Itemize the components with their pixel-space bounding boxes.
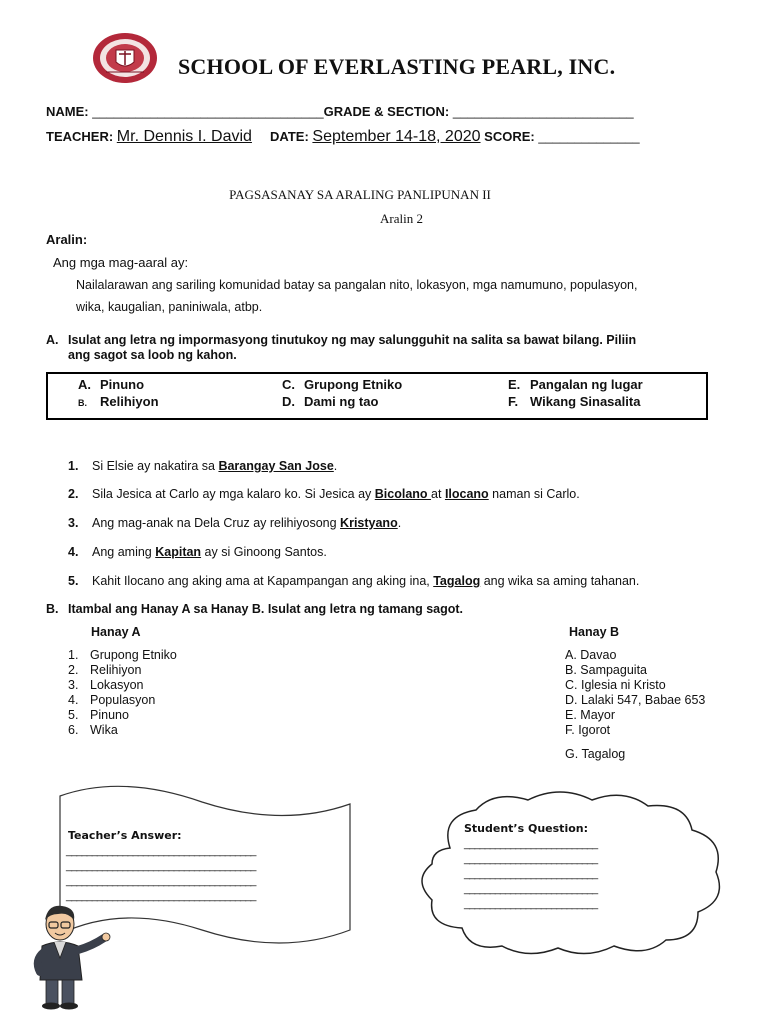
list-item: D. Lalaki 547, Babae 653 (565, 693, 706, 707)
date-label: DATE: (270, 129, 309, 144)
student-question-line[interactable]: __________________________ (464, 898, 598, 910)
list-item: B. Sampaguita (565, 663, 647, 677)
hanay-b-last-item: G. Tagalog (565, 747, 626, 761)
grade-label: GRADE & SECTION: (323, 104, 450, 119)
list-item: 4. Populasyon (68, 693, 156, 707)
student-question-line[interactable]: __________________________ (464, 883, 598, 895)
score-label: SCORE: (484, 129, 535, 144)
list-item: F. Igorot (565, 723, 611, 737)
aralin-objective-line1: Nailalarawan ang sariling komunidad batay sa pangalan nito, lokasyon, mga namumuno, populasyon, (76, 278, 638, 292)
teacher-answer-line[interactable]: _____________________________________ (66, 890, 256, 902)
part-a-letter: A. (46, 333, 59, 347)
list-item: 5. Pinuno (68, 708, 129, 722)
question-3: 3. Ang mag-anak na Dela Cruz ay relihiyosong Kristyano. (68, 516, 402, 530)
choice-f: F. Wikang Sinasalita (508, 394, 641, 409)
teacher-answer-title: Teacher’s Answer: (68, 829, 182, 842)
list-item: E. Mayor (565, 708, 616, 722)
grade-blank[interactable]: _________________________ (452, 104, 634, 119)
teacher-avatar-icon (30, 902, 112, 1010)
name-grade-row (46, 104, 634, 119)
teacher-date-row (46, 128, 640, 146)
teacher-answer-line[interactable]: _____________________________________ (66, 875, 256, 887)
aralin-heading: Aralin: (46, 232, 88, 247)
student-question-line[interactable]: __________________________ (464, 853, 598, 865)
part-b-instruction: Itambal ang Hanay A sa Hanay B. Isulat ang letra ng tamang sagot. (68, 602, 464, 616)
list-item: 6. Wika (68, 723, 118, 737)
question-1: 1. Si Elsie ay nakatira sa Barangay San Jose. (68, 459, 338, 473)
question-2: 2. Sila Jesica at Carlo ay mga kalaro ko. Si Jesica ay Bicolano at Ilocano naman si Carlo. (68, 487, 580, 501)
list-item: C. Iglesia ni Kristo (565, 678, 666, 692)
question-5: 5. Kahit Ilocano ang aking ama at Kapampangan ang aking ina, Tagalog ang wika sa aming tahanan. (68, 574, 640, 588)
teacher-answer-line[interactable]: _____________________________________ (66, 845, 256, 857)
score-blank[interactable]: ______________ (538, 129, 640, 144)
question-4: 4. Ang aming Kapitan ay si Ginoong Santos. (68, 545, 327, 559)
aralin-objective-line2: wika, kaugalian, paniniwala, atbp. (76, 300, 263, 314)
student-question-title: Student’s Question: (464, 822, 588, 835)
teacher-answer-line[interactable]: _____________________________________ (66, 860, 256, 872)
school-name: SCHOOL OF EVERLASTING PEARL, INC. (178, 54, 616, 79)
date-value: September 14-18, 2020 (312, 128, 481, 145)
list-item: 2. Relihiyon (68, 663, 142, 677)
choice-b: B. Relihiyon (78, 394, 159, 409)
name-label: NAME: (46, 104, 89, 119)
teacher-value: Mr. Dennis I. David (116, 128, 252, 145)
student-question-line[interactable]: __________________________ (464, 838, 598, 850)
part-a-instruction-line1: Isulat ang letra ng impormasyong tinutukoy ng may salungguhit na salita sa bawat bilang. Piliin (68, 333, 637, 347)
aralin-intro: Ang mga mag-aaral ay: (53, 255, 189, 270)
lesson-number: Aralin 2 (380, 211, 423, 226)
name-blank[interactable]: ________________________________ (92, 104, 324, 119)
hanay-a-title: Hanay A (91, 625, 141, 639)
list-item: 1. Grupong Etniko (68, 648, 177, 662)
part-a-instruction-line2: ang sagot sa loob ng kahon. (68, 348, 237, 362)
choice-d: D. Dami ng tao (282, 394, 379, 409)
student-question-line[interactable]: __________________________ (464, 868, 598, 880)
school-logo (92, 32, 158, 84)
worksheet-title: PAGSASANAY SA ARALING PANLIPUNAN II (229, 187, 491, 202)
hanay-b-list (565, 648, 705, 738)
part-b-letter: B. (46, 602, 59, 616)
choice-c: C. Grupong Etniko (282, 377, 403, 392)
choice-e: E. Pangalan ng lugar (508, 377, 643, 392)
list-item: 3. Lokasyon (68, 678, 144, 692)
hanay-b-title: Hanay B (569, 625, 620, 639)
teacher-label: TEACHER: (46, 129, 114, 144)
answer-choices-box (46, 372, 708, 420)
hanay-a-list (68, 648, 177, 738)
choice-a: A. Pinuno (78, 377, 145, 392)
list-item: A. Davao (565, 648, 617, 662)
